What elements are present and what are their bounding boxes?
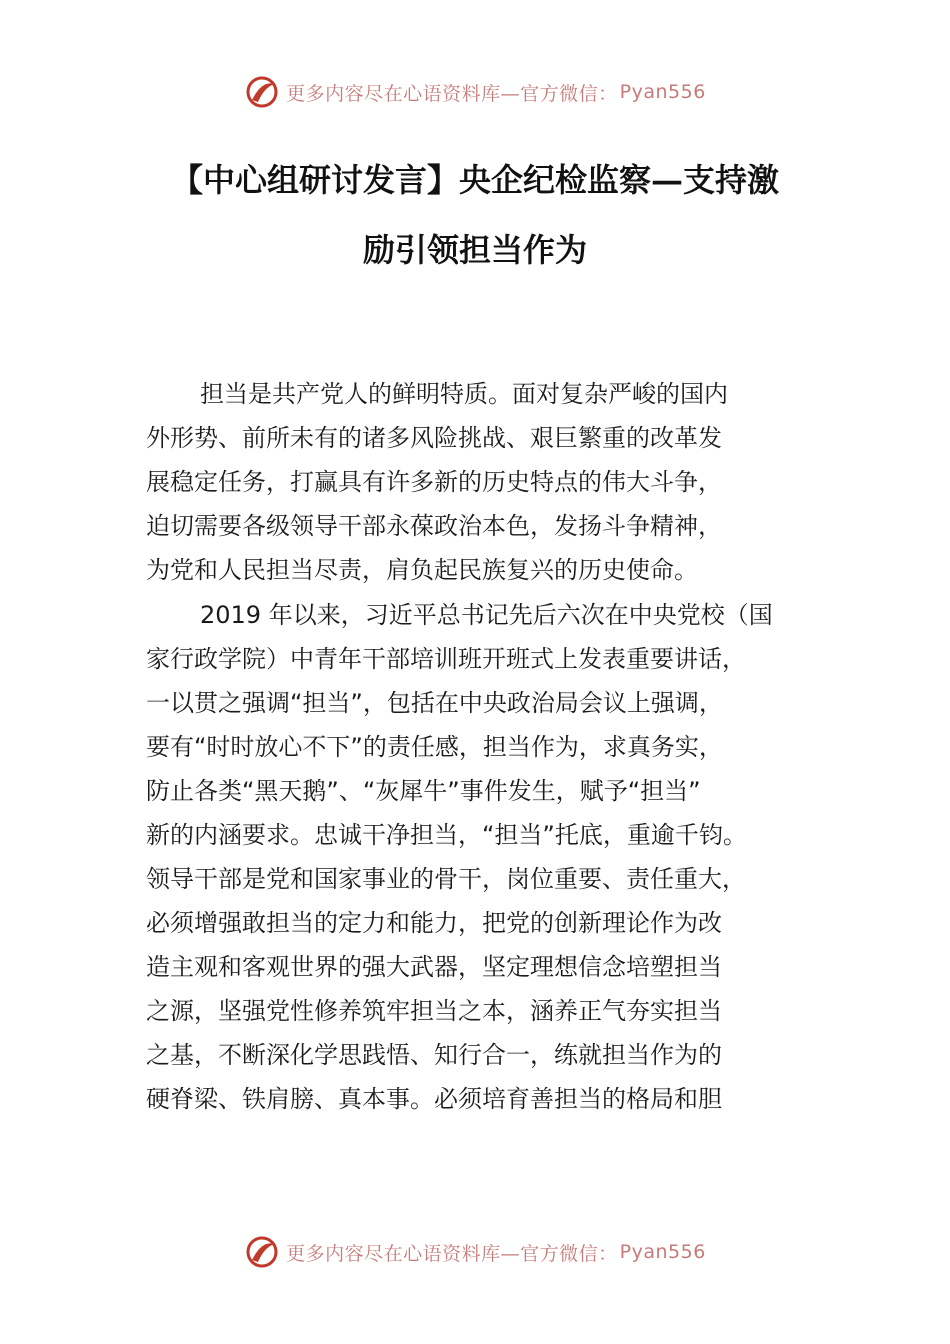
paragraph-1 [146, 372, 806, 592]
text-line: 迫切需要各级领导干部永葆政治本色，发扬斗争精神， [146, 512, 722, 540]
text-line: 2019 年以来，习近平总书记先后六次在中央党校（国 [200, 601, 773, 629]
text-line: 新的内涵要求。忠诚干净担当，“担当”托底，重逾千钧。 [146, 821, 747, 849]
text-line: 必须增强敢担当的定力和能力，把党的创新理论作为改 [146, 909, 722, 937]
text-line: 之基，不断深化学思践悟、知行合一，练就担当作为的 [146, 1041, 722, 1069]
text-line: 一以贯之强调“担当”，包括在中央政治局会议上强调， [146, 689, 723, 717]
text-line: 家行政学院）中青年干部培训班开班式上发表重要讲话， [146, 645, 746, 673]
text-line: 之源，坚强党性修养筑牢担当之本，涵养正气夯实担当 [146, 997, 722, 1025]
text-line: 防止各类“黑天鹅”、“灰犀牛”事件发生，赋予“担当” [146, 777, 701, 805]
text-line: 领导干部是党和国家事业的骨干，岗位重要、责任重大， [146, 865, 746, 893]
text-line: 要有“时时放心不下”的责任感，担当作为，求真务实， [146, 733, 723, 761]
logo-icon [244, 74, 280, 110]
watermark-wechat-id: Pyan556 [619, 1241, 706, 1263]
text-line: 造主观和客观世界的强大武器，坚定理想信念培塑担当 [146, 953, 722, 981]
text-line: 硬脊梁、铁肩膀、真本事。必须培育善担当的格局和胆 [146, 1085, 722, 1113]
text-line: 担当是共产党人的鲜明特质。面对复杂严峻的国内 [200, 380, 728, 408]
watermark-wechat-id: Pyan556 [619, 81, 706, 103]
text-line: 外形势、前所未有的诸多风险挑战、艰巨繁重的改革发 [146, 424, 722, 452]
text-line: 展稳定任务，打赢具有许多新的历史特点的伟大斗争， [146, 468, 722, 496]
text-line: 为党和人民担当尽责，肩负起民族复兴的历史使命。 [146, 556, 698, 584]
paragraph-2 [146, 593, 806, 1121]
watermark-text: 更多内容尽在心语资料库—官方微信： [286, 1242, 618, 1265]
header-watermark [0, 72, 950, 112]
title-line-1: 【中心组研讨发言】央企纪检监察—支持激 [170, 161, 779, 199]
footer-watermark [0, 1232, 950, 1272]
title-line-2: 励引领担当作为 [362, 231, 587, 269]
logo-icon [244, 1234, 280, 1270]
watermark-text: 更多内容尽在心语资料库—官方微信： [286, 82, 618, 105]
